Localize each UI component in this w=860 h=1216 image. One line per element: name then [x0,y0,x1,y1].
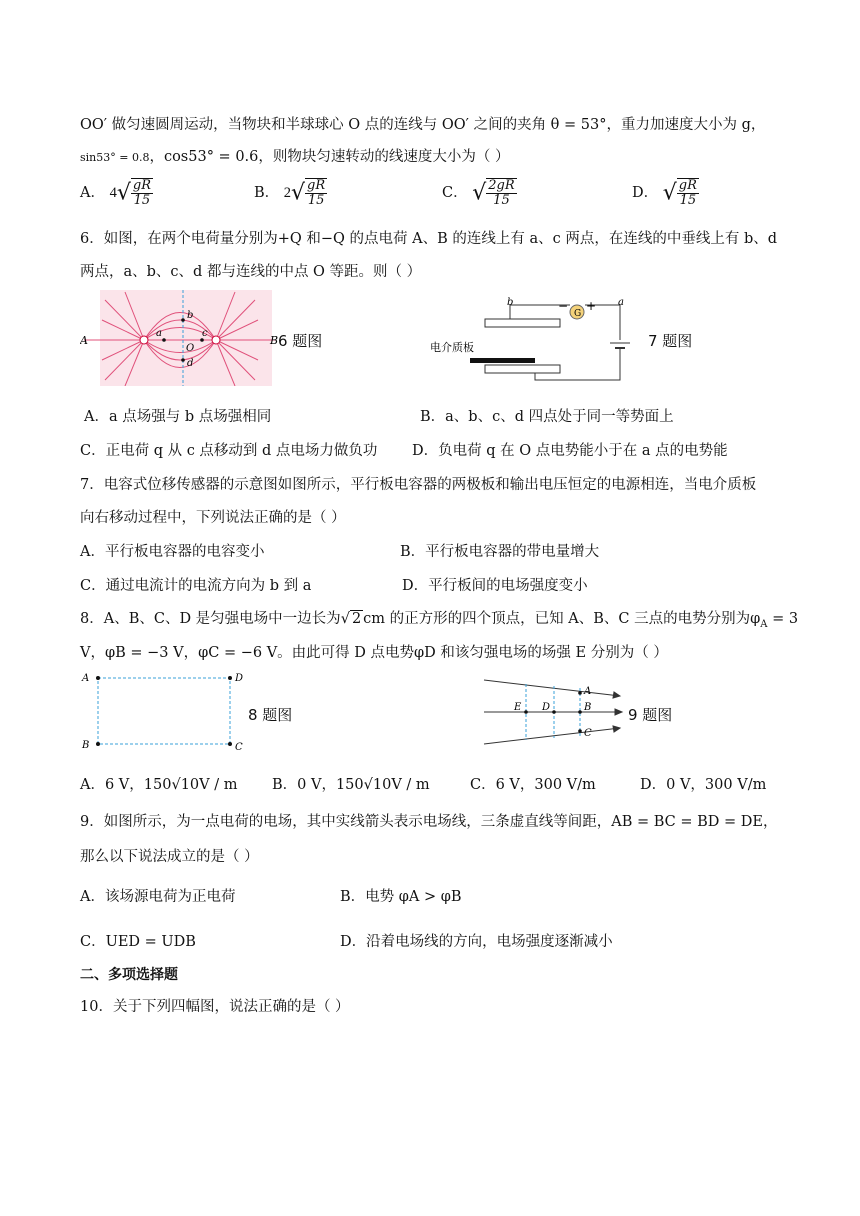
q8-option-d[interactable]: D．0 V，300 V/m [640,777,767,793]
q9-option-b[interactable]: B．电势 φA > φB [340,889,462,905]
field-line [484,728,620,744]
label-E: E [514,702,522,713]
label-D: D [542,702,551,713]
label-minus: − [558,299,569,313]
fig6-caption: 6 题图 [278,332,323,350]
q9-option-a[interactable]: A．该场源电荷为正电荷 [80,889,236,905]
q8-line1-part2: cm 的正方形的四个顶点，已知 A、B、C 三点的电势分别为φ [363,611,761,627]
square-figure [80,672,250,752]
q5-option-a[interactable] [80,178,153,208]
q6-option-d[interactable]: D．负电荷 q 在 O 点电势能小于在 a 点的电势能 [412,443,728,459]
label-A: A [82,673,90,684]
q5-line2-rest: ，cos53° = 0.6，则物块匀速转动的线速度大小为（ ） [149,149,510,165]
frac-num: gR [307,178,326,193]
option-letter: A． [80,185,105,201]
label-b: b [187,310,194,321]
label-C: C [584,728,592,739]
q9-option-d[interactable]: D．沿着电场线的方向，电场强度逐渐减小 [340,934,613,950]
dipole-field-figure [80,290,280,386]
frac-den: 15 [133,193,151,208]
label-C: C [235,742,243,752]
fig7-caption: 7 题图 [648,332,693,350]
q8-option-c[interactable]: C．6 V，300 V/m [470,777,596,793]
option-letter: C． [442,185,468,201]
capacitor-circuit-figure [430,295,630,387]
label-O: O [186,343,195,354]
frac-den: 15 [679,193,697,208]
label-B: B [82,740,90,751]
fig9-caption: 9 题图 [628,706,673,724]
q9-line2: 那么以下说法成立的是（ ） [80,849,259,865]
q5-line2 [80,145,509,166]
charge-plus [140,336,148,344]
label-c: c [202,328,208,339]
q5-option-c[interactable] [442,178,517,208]
charge-minus [212,336,220,344]
label-G: G [574,309,582,319]
square-outline [98,678,230,744]
q9-line1: 9．如图所示，为一点电荷的电场，其中实线箭头表示电场线，三条虚直线等间距，AB = BC = BD = DE， [80,814,778,830]
label-D: D [235,673,244,684]
label-B: B [270,334,279,347]
label-A: A [584,686,592,697]
label-b: b [507,297,514,308]
label-B: B [584,702,592,713]
fig8-caption: 8 题图 [248,706,293,724]
frac-den: 15 [493,193,510,208]
option-coef: 4 [109,185,117,201]
frac-den: 15 [307,193,325,208]
q7-line2: 向右移动过程中，下列说法正确的是（ ） [80,510,346,526]
sqrt-icon: √ [340,611,350,627]
q6-line1: 6．如图，在两个电荷量分别为+Q 和−Q 的点电荷 A、B 的连线上有 a、c 两点，在连线的中垂线上有 b、d [80,231,778,247]
q7-line1: 7．电容式位移传感器的示意图如图所示，平行板电容器的两极板和输出电压恒定的电源相连，当电介质板 [80,477,757,493]
q8-sub: A [760,618,768,630]
q8-line1-part3: = 3 [767,611,799,627]
frac-num: gR [678,178,697,193]
label-a: a [618,297,624,308]
q5-option-b[interactable] [254,178,327,208]
option-coef: 2 [283,185,292,201]
sqrt-icon: √ [662,180,677,206]
sqrt-icon: √ [116,180,131,206]
sqrt-icon: √ [472,180,487,206]
q5-sin: sin53° = 0.8 [80,151,150,164]
option-letter: B． [254,185,280,201]
section-heading: 二、多项选择题 [80,967,178,983]
q10-line1: 10．关于下列四幅图，说法正确的是（ ） [80,999,350,1015]
q9-option-c[interactable]: C．UED = UDB [80,934,196,950]
q8-option-b[interactable]: B．0 V，150√10V / m [272,777,430,793]
label-d: d [187,358,194,369]
q8-option-a[interactable]: A．6 V，150√10V / m [80,777,238,793]
frac-num: 2gR [488,178,515,193]
q8-line2: V，φB = −3 V，φC = −6 V。由此可得 D 点电势φD 和该匀强电场的场强 E 分别为（ ） [80,645,668,661]
q8-line1 [80,607,798,630]
q7-option-b[interactable]: B．平行板电容器的带电量增大 [400,544,600,560]
frac-num: gR [132,178,151,193]
q6-option-c[interactable]: C．正电荷 q 从 c 点移动到 d 点电场力做负功 [80,443,378,459]
field-line [484,680,620,696]
label-A: A [80,334,88,347]
label-a: a [156,328,162,339]
q8-line1-part1: 8．A、B、C、D 是匀强电场中一边长为 [80,611,341,627]
q8-radicand: 2 [351,611,362,627]
q5-option-d[interactable] [632,178,699,208]
q6-line2: 两点，a、b、c、d 都与连线的中点 O 等距。则（ ） [80,264,422,280]
q7-option-a[interactable]: A．平行板电容器的电容变小 [80,544,265,560]
label-dielectric: 电介质板 [430,341,474,354]
q5-line1: OO′ 做匀速圆周运动，当物块和半球球心 O 点的连线与 OO′ 之间的夹角 θ = 53°，重力加速度大小为 g， [80,117,766,133]
dielectric-plate [470,358,535,363]
q6-option-a[interactable]: A．a 点场强与 b 点场强相同 [84,409,272,425]
q6-option-b[interactable]: B．a、b、c、d 四点处于同一等势面上 [420,409,674,425]
label-plus: + [586,299,597,313]
option-letter: D． [632,185,659,201]
q7-option-c[interactable]: C．通过电流计的电流方向为 b 到 a [80,578,312,594]
sqrt-icon: √ [291,180,306,206]
q7-option-d[interactable]: D．平行板间的电场强度变小 [402,578,588,594]
field-lines-figure [480,676,630,748]
